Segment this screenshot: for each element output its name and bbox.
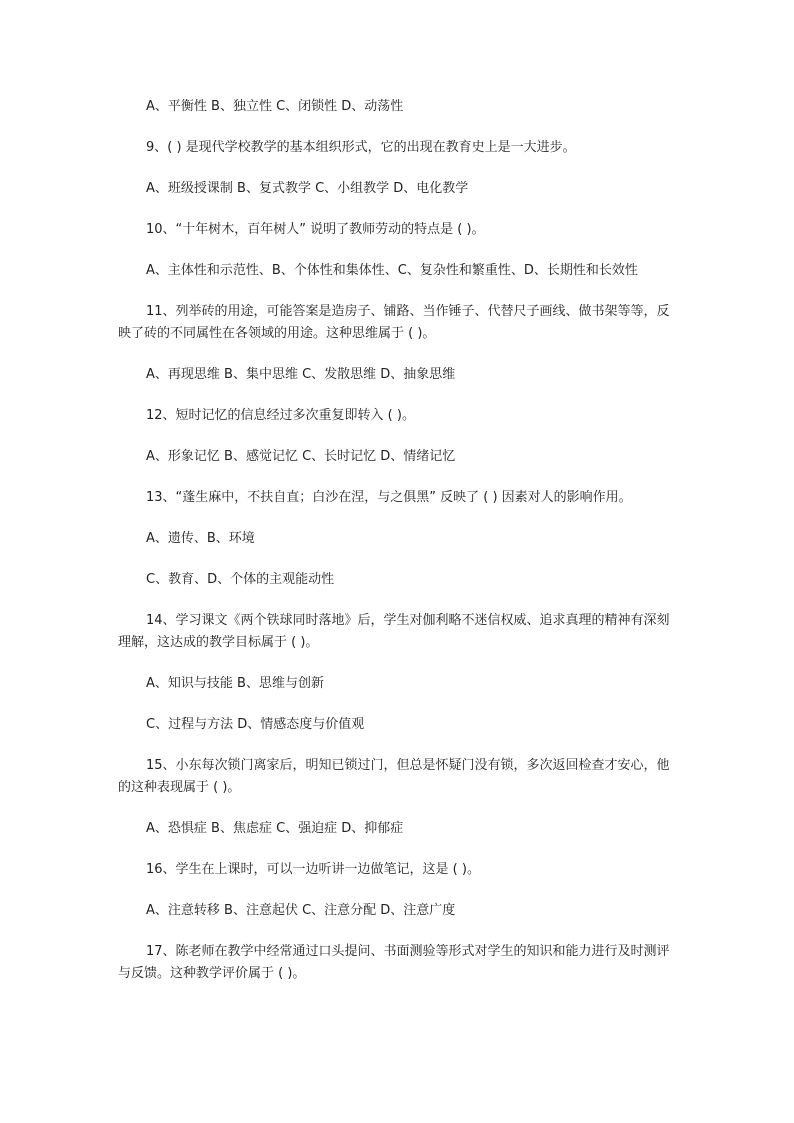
question-14: 14、学习课文《两个铁球同时落地》后，学生对伽利略不迷信权威、追求真理的精神有深刻理解，这达成的教学目标属于 ( )。: [118, 613, 670, 650]
question-10: 10、“十年树木，百年树人” 说明了教师劳动的特点是 ( )。: [146, 222, 485, 237]
question-15: 15、小东每次锁门离家后，明知已锁过门，但总是怀疑门没有锁，多次返回检查才安心，他的这种表现属于 ( )。: [118, 758, 670, 795]
option-line-q15: A、恐惧症 B、焦虑症 C、强迫症 D、抑郁症: [146, 821, 404, 836]
option-line-q10: A、主体性和示范性、B、个体性和集体性、C、复杂性和繁重性、D、长期性和长效性: [146, 263, 638, 278]
option-line-q9: A、班级授课制 B、复式教学 C、小组教学 D、电化教学: [146, 181, 469, 196]
option-line-q13-a: A、遗传、B、环境: [146, 531, 255, 546]
option-line-q12: A、形象记忆 B、感觉记忆 C、长时记忆 D、情绪记忆: [146, 449, 456, 464]
question-13: 13、“蓬生麻中，不扶自直；白沙在涅，与之俱黑” 反映了 ( ) 因素对人的影响作用。: [146, 490, 632, 505]
option-line-q14-a: A、知识与技能 B、思维与创新: [146, 676, 324, 691]
option-line-q8: A、平衡性 B、独立性 C、闭锁性 D、动荡性: [146, 99, 404, 114]
option-line-q14-b: C、过程与方法 D、情感态度与价值观: [146, 717, 365, 732]
option-line-q16: A、注意转移 B、注意起伏 C、注意分配 D、注意广度: [146, 903, 456, 918]
option-line-q13-b: C、教育、D、个体的主观能动性: [146, 572, 335, 587]
question-9: 9、( ) 是现代学校教学的基本组织形式，它的出现在教育史上是一大进步。: [146, 140, 576, 155]
question-11: 11、列举砖的用途，可能答案是造房子、铺路、当作锤子、代替尺子画线、做书架等等，反映了砖的不同属性在各领域的用途。这种思维属于 ( )。: [118, 304, 670, 341]
question-17: 17、陈老师在教学中经常通过口头提问、书面测验等形式对学生的知识和能力进行及时测评与反馈。这种教学评价属于 ( )。: [118, 944, 670, 981]
question-16: 16、学生在上课时，可以一边听讲一边做笔记，这是 ( )。: [146, 862, 480, 877]
question-12: 12、短时记忆的信息经过多次重复即转入 ( )。: [146, 408, 415, 423]
document-body: [118, 96, 674, 985]
option-line-q11: A、再现思维 B、集中思维 C、发散思维 D、抽象思维: [146, 367, 456, 382]
